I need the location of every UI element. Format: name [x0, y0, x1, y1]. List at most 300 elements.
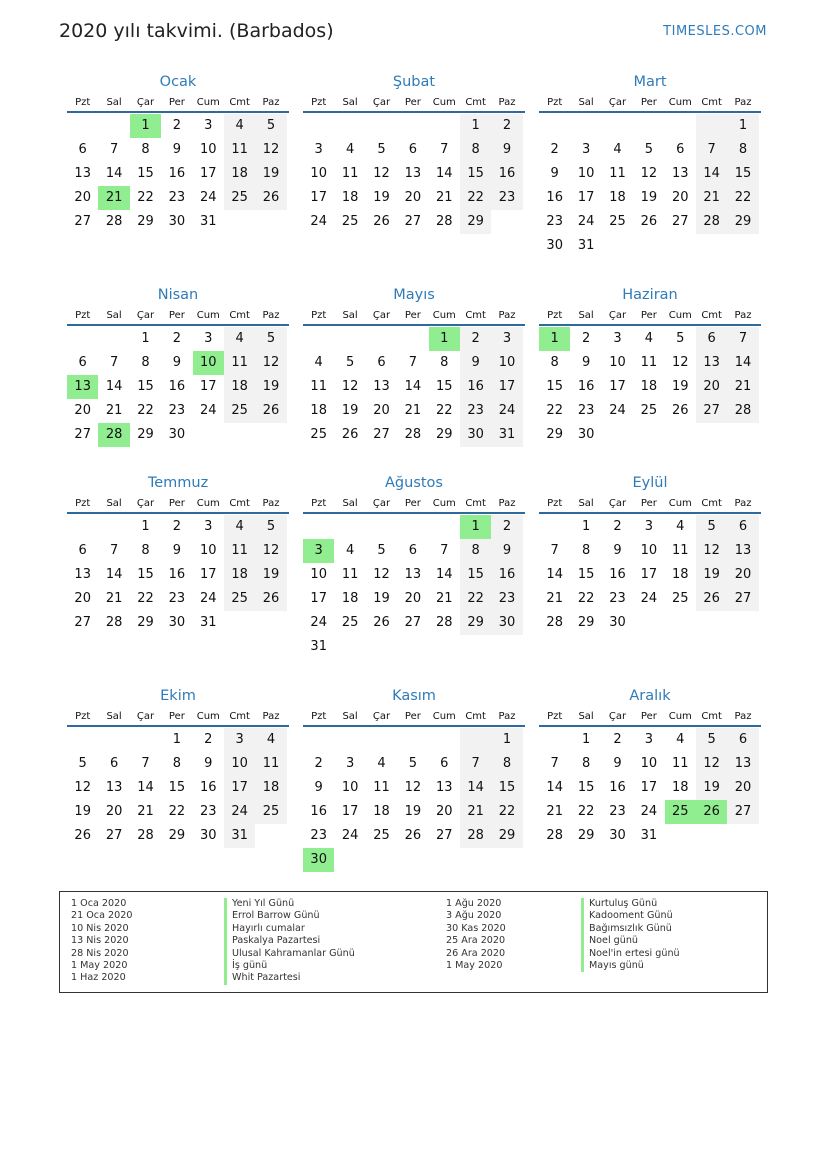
- weekday-label: Pzt: [311, 498, 327, 509]
- day-cell: 7: [550, 543, 559, 558]
- weekday-label: Cmt: [701, 97, 722, 108]
- day-cell: 6: [109, 756, 119, 771]
- day-cell: 30: [609, 615, 626, 630]
- day-cell: 22: [577, 804, 595, 819]
- day-cell: 2: [314, 756, 323, 771]
- legend-date: 28 Nis 2020: [71, 947, 129, 959]
- weekday-header: [539, 494, 761, 514]
- day-cell: 10: [609, 355, 626, 370]
- weekday-header: [67, 306, 289, 326]
- day-cell: 27: [696, 399, 727, 423]
- legend-date: 13 Nis 2020: [71, 935, 129, 947]
- day-cell: 12: [671, 355, 689, 370]
- day-cell: 11: [224, 138, 255, 162]
- day-cell: 27: [435, 828, 453, 843]
- legend-holiday-name: Whit Pazartesi: [224, 972, 355, 984]
- day-cell: 29: [491, 824, 522, 848]
- holiday-day-cell: 1: [130, 114, 161, 138]
- day-cell: 15: [577, 567, 595, 582]
- day-cell: 12: [341, 379, 359, 394]
- weekday-label: Çar: [372, 97, 391, 108]
- day-cell: 2: [172, 519, 181, 534]
- holiday-day-cell: 1: [429, 327, 460, 351]
- day-cell: 19: [696, 776, 727, 800]
- day-cell: 6: [727, 728, 758, 752]
- day-grid: [539, 514, 761, 635]
- day-cell: 30: [460, 423, 491, 447]
- legend-holiday-name: Noel'in ertesi günü: [581, 948, 680, 960]
- day-cell: 11: [671, 543, 689, 558]
- day-cell: 22: [137, 591, 154, 606]
- day-cell: 5: [377, 142, 386, 157]
- day-cell: 13: [105, 780, 123, 795]
- day-cell: 5: [676, 331, 685, 346]
- day-cell-empty: [397, 515, 428, 539]
- day-cell: 27: [727, 587, 758, 611]
- day-cell-empty: [67, 728, 98, 752]
- day-cell: 12: [373, 567, 390, 582]
- weekday-label: Per: [404, 97, 421, 108]
- day-cell: 14: [546, 780, 563, 795]
- day-cell: 19: [640, 190, 658, 205]
- day-cell: 8: [581, 543, 591, 558]
- day-cell: 4: [224, 515, 255, 539]
- month-name: Ekim: [160, 688, 196, 704]
- weekday-label: Sal: [578, 498, 594, 509]
- day-cell: 15: [546, 379, 563, 394]
- weekday-label: Paz: [498, 97, 516, 108]
- day-grid: [67, 727, 289, 848]
- day-cell-empty: [602, 114, 633, 138]
- day-cell: 7: [408, 355, 417, 370]
- day-cell: 28: [546, 615, 563, 630]
- day-cell: 9: [314, 780, 323, 795]
- day-cell: 14: [137, 780, 154, 795]
- day-cell: 5: [78, 756, 87, 771]
- day-cell: 25: [255, 800, 286, 824]
- day-cell: 25: [224, 587, 255, 611]
- day-cell: 18: [341, 591, 359, 606]
- day-cell: 14: [105, 166, 123, 181]
- day-cell: 9: [491, 138, 522, 162]
- weekday-label: Sal: [106, 97, 122, 108]
- legend-holiday-name: Kadooment Günü: [581, 910, 680, 922]
- day-cell: 27: [74, 427, 91, 442]
- day-cell: 7: [727, 327, 758, 351]
- day-cell: 22: [577, 591, 595, 606]
- day-cell: 12: [696, 752, 727, 776]
- day-cell: 7: [460, 752, 491, 776]
- day-cell: 11: [255, 752, 286, 776]
- day-cell: 31: [640, 828, 658, 843]
- day-cell: 13: [435, 780, 453, 795]
- weekday-label: Paz: [262, 498, 280, 509]
- day-cell: 19: [404, 804, 422, 819]
- day-cell: 17: [199, 567, 217, 582]
- day-cell: 11: [224, 539, 255, 563]
- day-cell: 17: [199, 166, 217, 181]
- day-cell: 26: [640, 214, 658, 229]
- weekday-label: Çar: [608, 498, 627, 509]
- holiday-day-cell: 1: [460, 515, 491, 539]
- day-cell: 2: [204, 732, 213, 747]
- day-cell: 26: [255, 186, 286, 210]
- weekday-label: Çar: [608, 310, 627, 321]
- weekday-header: [539, 93, 761, 113]
- day-cell: 12: [74, 780, 91, 795]
- day-cell: 27: [373, 427, 390, 442]
- legend-date: 30 Kas 2020: [446, 922, 506, 934]
- day-cell-empty: [334, 327, 365, 351]
- day-cell: 22: [460, 186, 491, 210]
- month-name: Haziran: [622, 287, 678, 303]
- weekday-label: Pzt: [311, 711, 327, 722]
- weekday-label: Paz: [498, 711, 516, 722]
- day-cell: 25: [671, 591, 689, 606]
- day-cell-empty: [366, 728, 397, 752]
- legend-holiday-name: İş günü: [224, 960, 355, 972]
- day-cell: 25: [609, 214, 626, 229]
- day-cell-empty: [539, 728, 570, 752]
- day-cell: 19: [255, 375, 286, 399]
- legend-date: 1 Oca 2020: [71, 898, 127, 909]
- day-cell: 29: [137, 615, 154, 630]
- day-cell-empty: [366, 515, 397, 539]
- day-cell: 26: [696, 587, 727, 611]
- weekday-label: Cmt: [465, 711, 486, 722]
- day-cell: 15: [577, 780, 595, 795]
- day-cell: 14: [105, 379, 123, 394]
- day-cell: 25: [341, 214, 359, 229]
- weekday-label: Pzt: [547, 498, 563, 509]
- day-cell: 9: [613, 543, 622, 558]
- day-cell: 4: [676, 732, 685, 747]
- legend-holiday-name: Yeni Yıl Günü: [224, 898, 355, 910]
- page-title: 2020 yılı takvimi. (Barbados): [59, 20, 334, 42]
- weekday-label: Pzt: [311, 310, 327, 321]
- month-block: [539, 472, 761, 635]
- day-cell: 1: [581, 519, 591, 534]
- day-cell: 6: [78, 355, 87, 370]
- day-cell: 21: [546, 591, 563, 606]
- day-cell: 13: [404, 567, 422, 582]
- day-cell: 18: [224, 563, 255, 587]
- day-cell: 15: [727, 162, 758, 186]
- day-cell: 8: [727, 138, 758, 162]
- legend-date: 21 Oca 2020: [71, 910, 133, 922]
- day-cell: 5: [408, 756, 417, 771]
- day-cell: 6: [676, 142, 685, 157]
- weekday-label: Per: [404, 498, 421, 509]
- day-cell-empty: [429, 114, 460, 138]
- day-cell: 20: [435, 804, 453, 819]
- legend-date: 3 Ağu 2020: [446, 910, 502, 922]
- weekday-header: [67, 707, 289, 727]
- legend-names-right: [581, 898, 680, 972]
- weekday-label: Çar: [136, 498, 155, 509]
- weekday-label: Pzt: [75, 498, 91, 509]
- day-cell: 15: [168, 780, 186, 795]
- weekday-label: Cum: [668, 310, 692, 321]
- day-cell: 4: [644, 331, 653, 346]
- day-cell: 3: [224, 728, 255, 752]
- legend-dates-left: [71, 898, 132, 985]
- day-cell: 26: [341, 427, 359, 442]
- day-cell: 24: [341, 828, 359, 843]
- day-cell: 9: [204, 756, 213, 771]
- day-cell: 31: [224, 824, 255, 848]
- weekday-label: Cmt: [701, 310, 722, 321]
- day-cell: 5: [377, 543, 386, 558]
- day-cell-empty: [67, 327, 98, 351]
- day-cell: 19: [696, 563, 727, 587]
- day-cell: 16: [609, 567, 626, 582]
- day-cell: 18: [255, 776, 286, 800]
- day-cell: 26: [373, 214, 390, 229]
- day-cell-empty: [429, 515, 460, 539]
- day-cell: 29: [460, 210, 491, 234]
- weekday-label: Paz: [498, 498, 516, 509]
- day-cell: 4: [345, 142, 355, 157]
- day-cell: 17: [199, 379, 217, 394]
- day-cell: 17: [577, 190, 595, 205]
- month-block: [67, 685, 289, 848]
- day-cell: 2: [491, 515, 522, 539]
- day-cell: 18: [341, 190, 359, 205]
- day-cell: 31: [491, 423, 522, 447]
- day-cell: 5: [644, 142, 653, 157]
- day-cell: 8: [550, 355, 559, 370]
- day-cell: 23: [577, 403, 595, 418]
- day-cell: 11: [224, 351, 255, 375]
- weekday-header: [303, 93, 525, 113]
- day-cell: 24: [491, 399, 522, 423]
- day-cell-empty: [98, 114, 129, 138]
- day-cell: 28: [137, 828, 154, 843]
- weekday-label: Per: [640, 97, 657, 108]
- day-cell: 9: [491, 539, 522, 563]
- day-cell: 8: [141, 355, 150, 370]
- weekday-label: Per: [168, 310, 185, 321]
- day-cell: 8: [141, 543, 150, 558]
- day-cell: 30: [199, 828, 217, 843]
- month-name: Ağustos: [385, 475, 443, 491]
- day-cell: 3: [204, 519, 213, 534]
- weekday-label: Pzt: [75, 97, 91, 108]
- day-cell: 26: [373, 615, 390, 630]
- weekday-label: Cum: [432, 97, 456, 108]
- day-cell: 9: [581, 355, 591, 370]
- day-grid: [303, 326, 525, 447]
- day-cell: 4: [314, 355, 323, 370]
- day-cell-empty: [539, 515, 570, 539]
- weekday-header: [67, 93, 289, 113]
- day-cell: 3: [204, 118, 213, 133]
- day-cell: 16: [577, 379, 595, 394]
- day-cell: 1: [172, 732, 181, 747]
- day-cell: 13: [727, 539, 758, 563]
- day-cell: 28: [435, 615, 453, 630]
- day-cell: 20: [727, 776, 758, 800]
- weekday-label: Per: [404, 711, 421, 722]
- day-cell: 22: [727, 186, 758, 210]
- day-cell: 21: [546, 804, 563, 819]
- day-cell: 16: [199, 780, 217, 795]
- month-name: Ocak: [159, 74, 197, 90]
- day-cell: 14: [105, 567, 123, 582]
- day-cell: 20: [74, 190, 91, 205]
- weekday-header: [303, 306, 525, 326]
- day-cell: 16: [491, 563, 522, 587]
- month-block: [67, 472, 289, 635]
- day-cell: 7: [141, 756, 150, 771]
- day-cell: 30: [168, 615, 186, 630]
- day-cell: 15: [137, 379, 154, 394]
- day-cell: 16: [546, 190, 563, 205]
- weekday-label: Cmt: [465, 310, 486, 321]
- day-cell: 21: [137, 804, 154, 819]
- day-cell: 7: [440, 142, 449, 157]
- holiday-legend: [59, 891, 768, 993]
- month-name: Aralık: [629, 688, 671, 704]
- day-cell: 18: [310, 403, 327, 418]
- day-cell: 23: [310, 828, 327, 843]
- day-cell: 18: [609, 190, 626, 205]
- day-cell: 16: [168, 166, 186, 181]
- day-cell: 17: [341, 804, 359, 819]
- day-cell: 9: [550, 166, 559, 181]
- holiday-day-cell: 21: [98, 186, 129, 210]
- day-cell: 20: [671, 190, 689, 205]
- weekday-label: Per: [640, 310, 657, 321]
- day-cell: 6: [408, 142, 417, 157]
- day-cell-empty: [366, 114, 397, 138]
- day-cell: 13: [727, 752, 758, 776]
- day-cell: 8: [141, 142, 150, 157]
- day-cell: 28: [546, 828, 563, 843]
- day-cell: 3: [613, 331, 622, 346]
- day-cell: 1: [491, 728, 522, 752]
- day-cell: 20: [696, 375, 727, 399]
- day-cell: 24: [640, 804, 658, 819]
- month-block: [539, 284, 761, 447]
- weekday-label: Cum: [432, 711, 456, 722]
- day-cell: 25: [310, 427, 327, 442]
- day-cell: 29: [137, 427, 154, 442]
- day-cell: 22: [137, 190, 154, 205]
- day-cell: 25: [341, 615, 359, 630]
- holiday-day-cell: 25: [665, 800, 696, 824]
- day-cell: 23: [168, 190, 186, 205]
- day-cell: 4: [345, 543, 355, 558]
- day-cell: 12: [404, 780, 422, 795]
- day-cell: 9: [172, 142, 181, 157]
- day-cell: 30: [546, 238, 563, 253]
- month-block: [303, 685, 525, 872]
- day-cell-empty: [633, 114, 664, 138]
- day-cell-empty: [98, 728, 129, 752]
- day-cell: 4: [377, 756, 386, 771]
- day-cell: 13: [696, 351, 727, 375]
- weekday-header: [539, 707, 761, 727]
- day-cell: 31: [199, 615, 217, 630]
- day-cell: 12: [255, 351, 286, 375]
- day-cell: 1: [727, 114, 758, 138]
- weekday-label: Cum: [432, 310, 456, 321]
- day-cell: 24: [199, 591, 217, 606]
- day-cell: 23: [491, 587, 522, 611]
- brand-link[interactable]: TIMESLES.COM: [663, 24, 767, 39]
- day-cell: 10: [491, 351, 522, 375]
- day-cell: 11: [341, 166, 359, 181]
- day-cell: 27: [404, 615, 422, 630]
- legend-holiday-name: Bağımsızlık Günü: [581, 923, 680, 935]
- day-cell: 18: [224, 162, 255, 186]
- day-cell: 13: [373, 379, 390, 394]
- legend-names-left: [224, 898, 355, 985]
- day-cell-empty: [397, 114, 428, 138]
- weekday-label: Paz: [734, 498, 752, 509]
- day-cell: 22: [546, 403, 563, 418]
- day-cell: 27: [74, 615, 91, 630]
- day-cell: 21: [404, 403, 422, 418]
- day-cell: 11: [640, 355, 658, 370]
- day-cell: 24: [577, 214, 595, 229]
- day-cell: 22: [137, 403, 154, 418]
- weekday-label: Sal: [342, 97, 358, 108]
- day-cell: 29: [137, 214, 154, 229]
- day-grid: [539, 326, 761, 447]
- day-cell: 2: [613, 519, 622, 534]
- day-grid: [67, 113, 289, 234]
- day-cell: 16: [491, 162, 522, 186]
- day-cell: 24: [609, 403, 626, 418]
- day-cell: 7: [109, 355, 119, 370]
- day-cell: 18: [373, 804, 390, 819]
- day-cell: 14: [435, 567, 453, 582]
- day-cell-empty: [665, 114, 696, 138]
- day-cell-empty: [303, 515, 334, 539]
- legend-holiday-name: Kurtuluş Günü: [581, 898, 680, 910]
- day-cell: 29: [577, 828, 595, 843]
- weekday-label: Per: [640, 711, 657, 722]
- day-cell: 8: [460, 138, 491, 162]
- day-grid: [67, 326, 289, 447]
- legend-holiday-name: Ulusal Kahramanlar Günü: [224, 948, 355, 960]
- month-name: Temmuz: [147, 475, 209, 491]
- day-cell: 2: [172, 118, 181, 133]
- weekday-header: [303, 707, 525, 727]
- day-cell: 20: [105, 804, 123, 819]
- day-cell: 23: [168, 403, 186, 418]
- day-cell: 20: [404, 190, 422, 205]
- day-cell-empty: [334, 515, 365, 539]
- day-cell: 1: [141, 519, 150, 534]
- day-cell: 21: [435, 591, 453, 606]
- legend-holiday-name: Mayıs günü: [581, 960, 680, 972]
- day-cell: 23: [168, 591, 186, 606]
- month-name: Şubat: [392, 74, 436, 90]
- weekday-label: Cmt: [701, 711, 722, 722]
- weekday-label: Sal: [342, 711, 358, 722]
- holiday-day-cell: 26: [696, 800, 727, 824]
- weekday-label: Sal: [342, 498, 358, 509]
- day-cell: 29: [546, 427, 563, 442]
- day-cell: 9: [460, 351, 491, 375]
- weekday-label: Pzt: [311, 97, 327, 108]
- day-cell: 18: [224, 375, 255, 399]
- day-cell: 19: [373, 190, 390, 205]
